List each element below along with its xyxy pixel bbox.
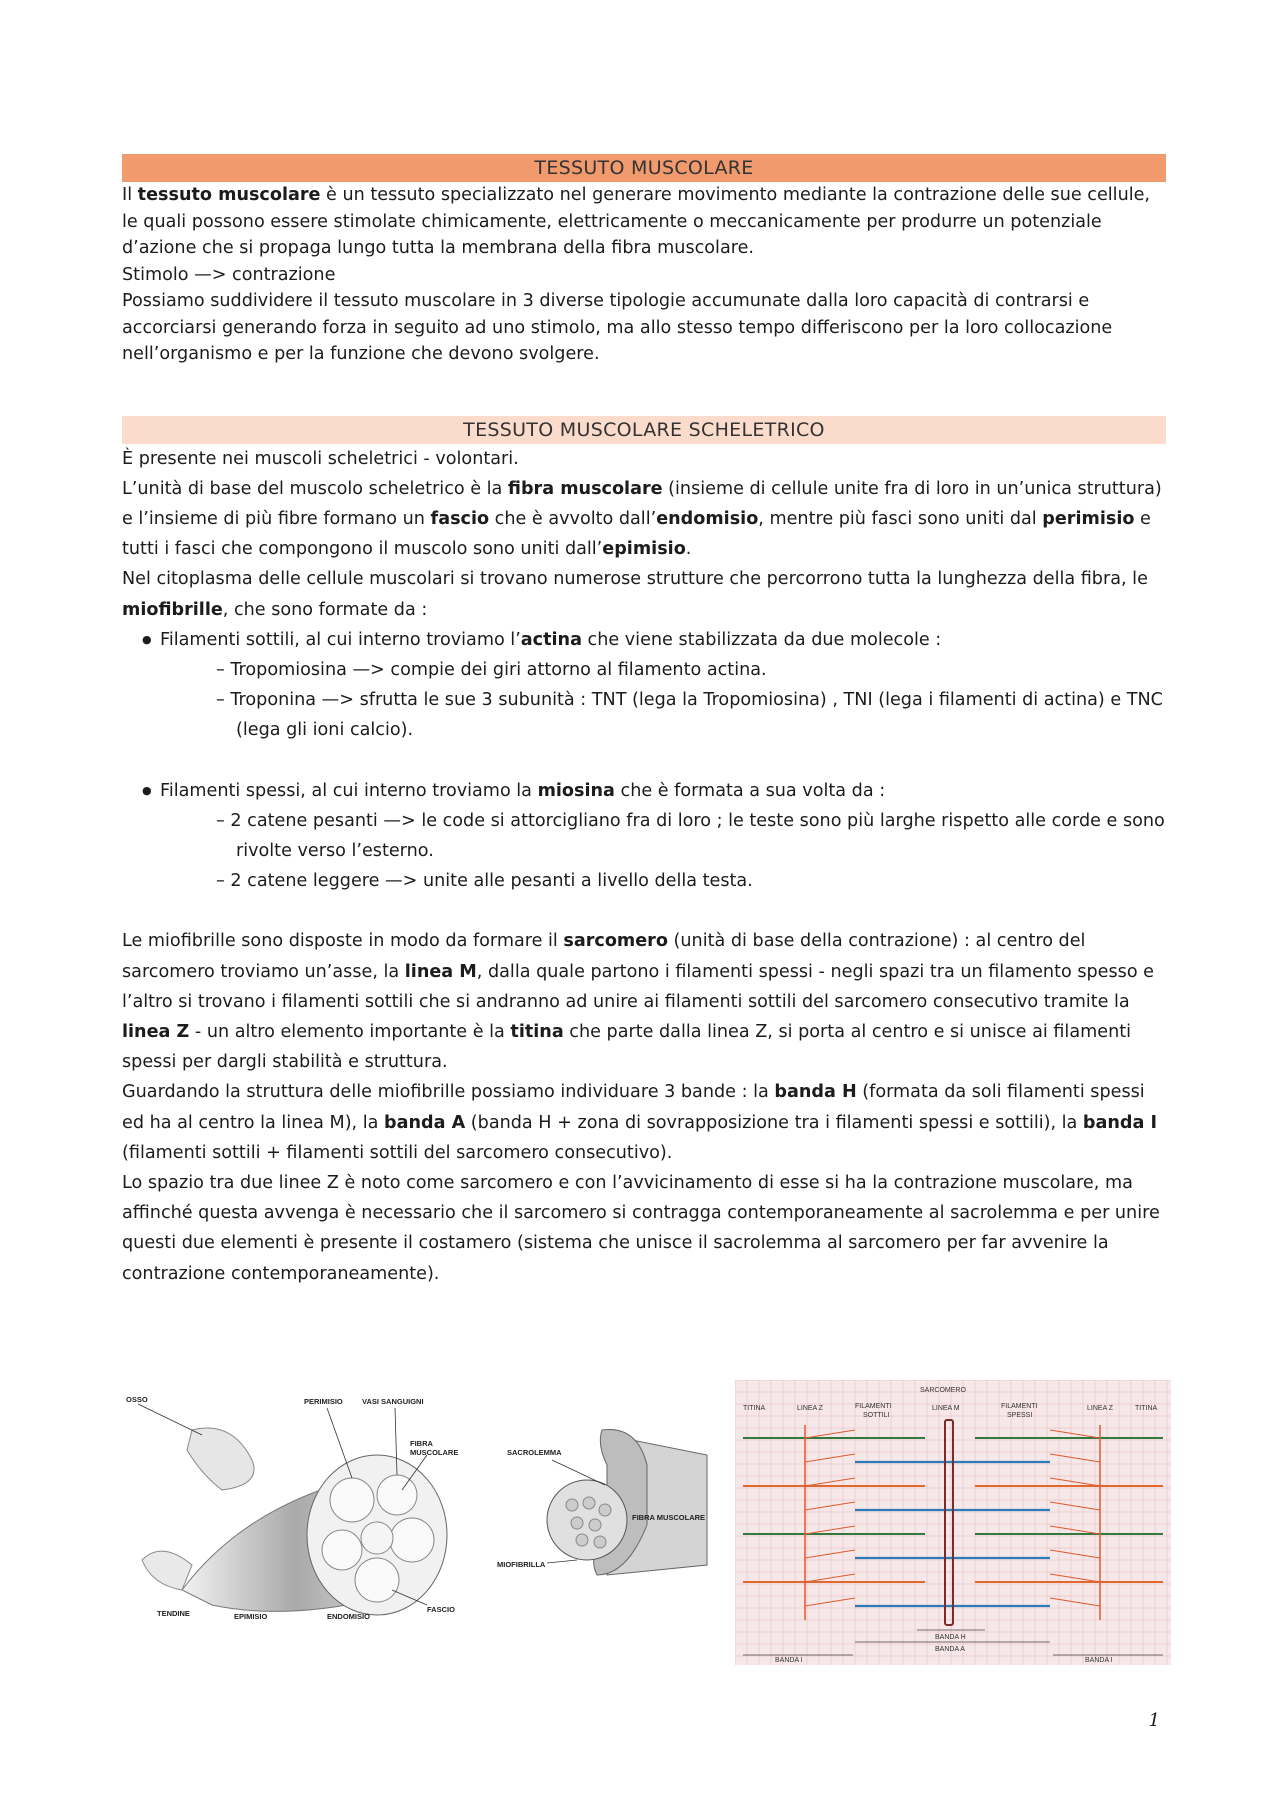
- label-sacrolemma: SACROLEMMA: [507, 1448, 562, 1457]
- paragraph: Le miofibrille sono disposte in modo da formare il sarcomero (unità di base della contrazione) : al centro del sarcomero troviamo un’asse, la linea M, dalla quale partono i filamenti spessi - negli spazi tra un filamento spesso e l’altro si trovano i filamenti sottili che si andranno ad unire ai filamenti sottili del sarcomero consecutivo tramite la linea Z - un altro elemento importante è la titina che parte dalla linea Z, si porta al centro e si unisce ai filamenti spessi per dargli stabilità e struttura.: [122, 931, 1155, 1073]
- bullet-list: [122, 776, 1166, 897]
- label-banda-a: BANDA A: [935, 1646, 965, 1653]
- list-item: ● Filamenti sottili, al cui interno troviamo l’actina che viene stabilizzata da due molecole : – Tropomiosina —> compie dei giri attorno al filamento actina. – Troponina —> sfrutta le sue 3 subunità : TNT (lega la Tropomiosina) , TNI (lega i filamenti di actina) e TNC (lega gli ioni calcio).: [160, 625, 1166, 746]
- muscle-anatomy-figure: [122, 1390, 492, 1640]
- tendon-shape: [142, 1551, 192, 1590]
- muscle-fiber-figure: [497, 1425, 717, 1600]
- paragraph: Possiamo suddividere il tessuto muscolare in 3 diverse tipologie accumunate dalla loro capacità di contrarsi e accorciarsi generando forza in seguito ad uno stimolo, ma allo stesso tempo differiscono per la loro collocazione nell’organismo e per la funzione che devono svolgere.: [122, 291, 1113, 364]
- label-sarcomero: SARCOMERO: [920, 1387, 966, 1394]
- label-fibra-muscolare: FIBRA MUSCOLARE: [632, 1513, 706, 1522]
- label-fibra-1: FIBRA: [410, 1439, 433, 1448]
- section-tessuto-scheletrico: [122, 416, 1166, 1289]
- bone-shape: [187, 1428, 254, 1490]
- paragraph: Nel citoplasma delle cellule muscolari si trovano numerose strutture che percorrono tutta la lunghezza della fibra, le miofibrille, che sono formate da :: [122, 569, 1148, 620]
- paragraph: Il tessuto muscolare è un tessuto specializzato nel generare movimento mediante la contrazione delle sue cellule, le quali possono essere stimolate chimicamente, elettricamente o meccanicamente per produrre un potenziale d’azione che si propaga lungo tutta la membrana della fibra muscolare.: [122, 185, 1151, 258]
- list-item: – Tropomiosina —> compie dei giri attorno al filamento actina.: [216, 659, 767, 680]
- label-osso: OSSO: [126, 1395, 148, 1404]
- label-tendine: TENDINE: [157, 1609, 190, 1618]
- section-title: TESSUTO MUSCOLARE SCHELETRICO: [122, 416, 1166, 444]
- paragraph: Stimolo —> contrazione: [122, 264, 336, 285]
- sarcomere-diagram: [735, 1380, 1171, 1665]
- label-vasi: VASI SANGUIGNI: [362, 1397, 424, 1406]
- label-endomisio: ENDOMISIO: [327, 1612, 370, 1621]
- figures-row: [122, 1380, 1172, 1670]
- list-item: – 2 catene leggere —> unite alle pesanti a livello della testa.: [216, 871, 753, 892]
- label-miofibrilla: MIOFIBRILLA: [497, 1560, 546, 1569]
- label-linea-z-right: LINEA Z: [1087, 1405, 1114, 1412]
- label-fascio: FASCIO: [427, 1605, 455, 1614]
- list-item: ● Filamenti spessi, al cui interno troviamo la miosina che è formata a sua volta da : – 2 catene pesanti —> le code si attorcigliano fra di loro ; le teste sono più larghe rispetto alle corde e sono rivolte verso l’esterno. – 2 catene leggere —> unite alle pesanti a livello della testa.: [160, 776, 1166, 897]
- label-titina-left: TITINA: [743, 1405, 766, 1412]
- sub-list: [160, 655, 1166, 746]
- label-banda-i-right: BANDA I: [1085, 1657, 1113, 1664]
- bullet-list: [122, 625, 1166, 746]
- section-tessuto-muscolare: [122, 154, 1166, 368]
- paragraph: Guardando la struttura delle miofibrille possiamo individuare 3 bande : la banda H (formata da soli filamenti spessi ed ha al centro la linea M), la banda A (banda H + zona di sovrapposizione tra i filamenti spessi e sottili), la banda I (filamenti sottili + filamenti sottili del sarcomero consecutivo).: [122, 1082, 1158, 1163]
- label-linea-z-left: LINEA Z: [797, 1405, 824, 1412]
- list-item: – Troponina —> sfrutta le sue 3 subunità : TNT (lega la Tropomiosina) , TNI (lega i filamenti di actina) e TNC (lega gli ioni calcio).: [216, 690, 1163, 741]
- list-item: – 2 catene pesanti —> le code si attorcigliano fra di loro ; le teste sono più larghe rispetto alle corde e sono rivolte verso l’esterno.: [216, 810, 1165, 861]
- label-fibra-2: MUSCOLARE: [410, 1448, 459, 1457]
- label-banda-i-left: BANDA I: [775, 1657, 803, 1664]
- label-banda-h: BANDA H: [935, 1634, 966, 1641]
- label-filamenti-sottili-2: SOTTILI: [863, 1412, 890, 1419]
- label-filamenti-spessi-1: FILAMENTI: [1001, 1403, 1038, 1410]
- label-filamenti-spessi-2: SPESSI: [1007, 1412, 1033, 1419]
- myofibrils-section: [547, 1480, 627, 1560]
- sub-list: [160, 806, 1166, 897]
- paragraph: È presente nei muscoli scheletrici - volontari.: [122, 448, 519, 469]
- page-number: 1: [1148, 1710, 1160, 1731]
- section-title: TESSUTO MUSCOLARE: [122, 154, 1166, 182]
- label-epimisio: EPIMISIO: [234, 1612, 268, 1621]
- document-page: [122, 154, 1166, 1289]
- paragraph: L’unità di base del muscolo scheletrico è la fibra muscolare (insieme di cellule unite fra di loro in un’unica struttura) e l’insieme di più fibre formano un fascio che è avvolto dall’endomisio, mentre più fasci sono uniti dal perimisio e tutti i fasci che compongono il muscolo sono uniti dall’epimisio.: [122, 478, 1162, 560]
- label-perimisio: PERIMISIO: [304, 1397, 343, 1406]
- label-linea-m: LINEA M: [932, 1405, 960, 1412]
- paragraph: Lo spazio tra due linee Z è noto come sarcomero e con l’avvicinamento di esse si ha la contrazione muscolare, ma affinché questa avvenga è necessario che il sarcomero si contragga contemporaneamente al sacrolemma e per unire questi due elementi è presente il costamero (sistema che unisce il sacrolemma al sarcomero per far avvenire la contrazione contemporaneamente).: [122, 1172, 1160, 1284]
- label-titina-right: TITINA: [1135, 1405, 1158, 1412]
- label-filamenti-sottili-1: FILAMENTI: [855, 1403, 892, 1410]
